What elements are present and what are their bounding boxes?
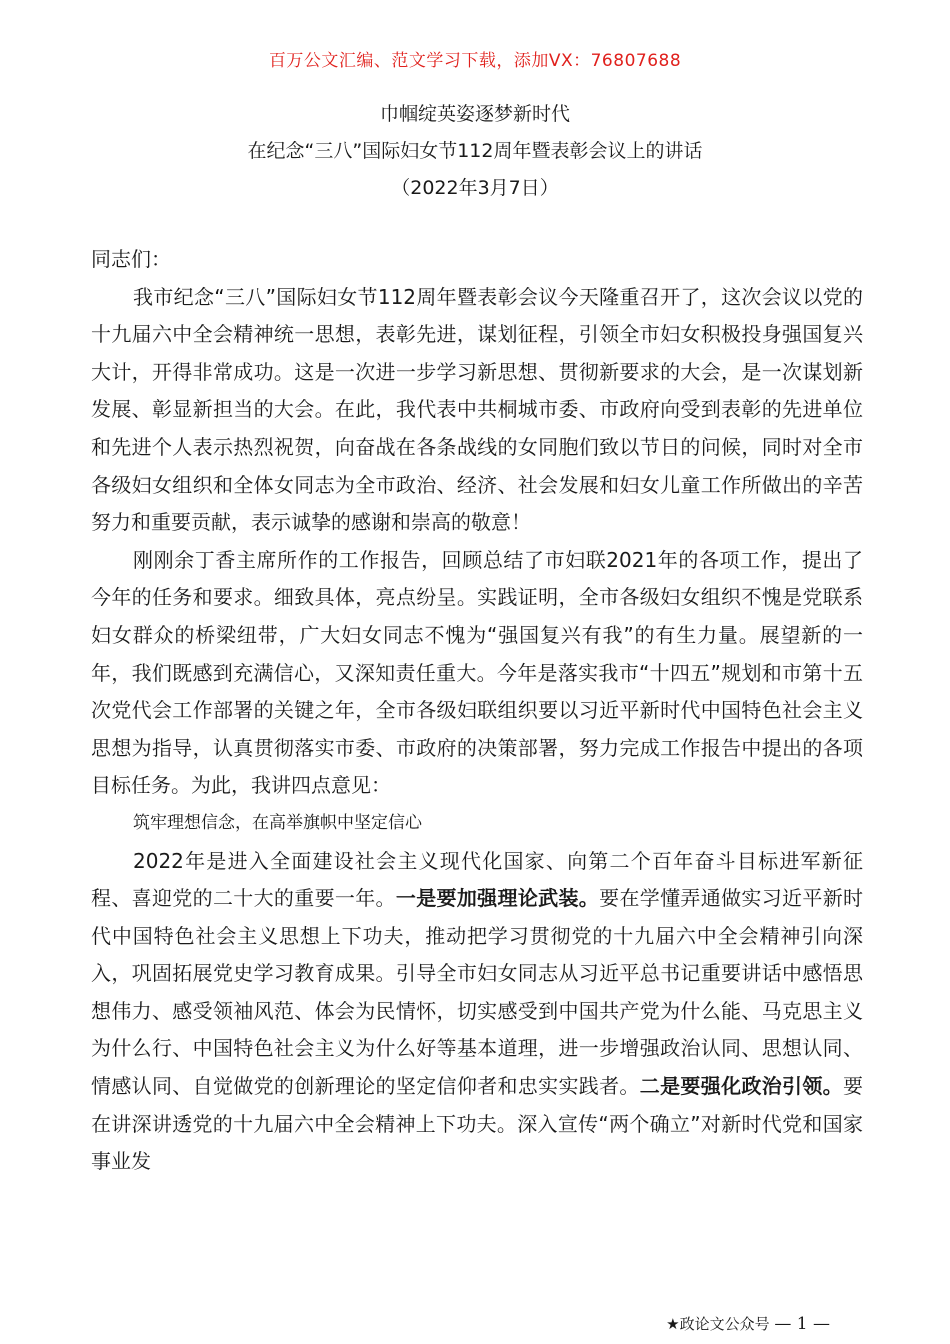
paragraph-3-text-b: 要在学懂弄通做实习近平新时代中国特色社会主义思想上下功夫，推动把学习贯彻党的十九届六中全会精神引向深入，巩固拓展党史学习教育成果。引导全市妇女同志从习近平总书记重要讲话中感悟思想伟力、感受领袖风范、体会为民情怀，切实感受到中国共产党为什么能、马克思主义为什么行、中国特色社会主义为什么好等基本道理，进一步增强政治认同、思想认同、情感认同、自觉做党的创新理论的坚定信仰者和忠实实践者。 bbox=[91, 886, 864, 1099]
speech-subtitle: 在纪念“三八”国际妇女节112周年暨表彰会议上的讲话 bbox=[247, 140, 703, 162]
paragraph-3-text-c: 要在讲深讲透党的十九届六中全会精神上下功夫。深入宣传“两个确立”对新时代党和国家事业发 bbox=[91, 1074, 864, 1174]
paragraph-3-text-a: 2022年是进入全面建设社会主义现代化国家、向第二个百年奋斗目标进军新征程、喜迎党的二十大的重要一年。 bbox=[91, 848, 863, 911]
salutation: 同志们： bbox=[91, 247, 171, 271]
page-number: — 1 — bbox=[774, 1314, 830, 1334]
point-one-heading: 一是要加强理论武装。 bbox=[395, 886, 600, 911]
point-two-heading: 二是要强化政治引领。 bbox=[639, 1074, 844, 1099]
paragraph-3 bbox=[91, 843, 863, 1181]
title-block bbox=[0, 96, 950, 207]
footer-source: ★政论文公众号 bbox=[666, 1315, 770, 1333]
header-banner: 百万公文汇编、范文学习下载，添加VX：76807688 bbox=[268, 51, 682, 71]
paragraph-2: 刚刚余丁香主席所作的工作报告，回顾总结了市妇联2021年的各项工作，提出了今年的任务和要求。细致具体，亮点纷呈。实践证明，全市各级妇女组织不愧是党联系妇女群众的桥梁纽带，广大妇女同志不愧为“强国复兴有我”的有生力量。展望新的一年，我们既感到充满信心，又深知责任重大。今年是落实我市“十四五”规划和市第十五次党代会工作部署的关键之年，全市各级妇联组织要以习近平新时代中国特色社会主义思想为指导，认真贯彻落实市委、市政府的决策部署，努力完成工作报告中提出的各项目标任务。为此，我讲四点意见： bbox=[91, 547, 863, 798]
document-body bbox=[91, 241, 863, 1181]
section-heading-1: 筑牢理想信念，在高举旗帜中坚定信心 bbox=[133, 812, 422, 833]
page-footer bbox=[666, 1313, 830, 1334]
paragraph-1: 我市纪念“三八”国际妇女节112周年暨表彰会议今天隆重召开了，这次会议以党的十九届六中全会精神统一思想，表彰先进，谋划征程，引领全市妇女积极投身强国复兴大计，开得非常成功。这是一次进一步学习新思想、贯彻新要求的大会，是一次谋划新发展、彰显新担当的大会。在此，我代表中共桐城市委、市政府向受到表彰的先进单位和先进个人表示热烈祝贺，向奋战在各条战线的女同胞们致以节日的问候，同时对全市各级妇女组织和全体女同志为全市政治、经济、社会发展和妇女儿童工作所做出的辛苦努力和重要贡献，表示诚挚的感谢和崇高的敬意！ bbox=[91, 284, 863, 535]
speech-date: （2022年3月7日） bbox=[391, 177, 559, 199]
speech-title: 巾帼绽英姿逐梦新时代 bbox=[379, 103, 570, 125]
